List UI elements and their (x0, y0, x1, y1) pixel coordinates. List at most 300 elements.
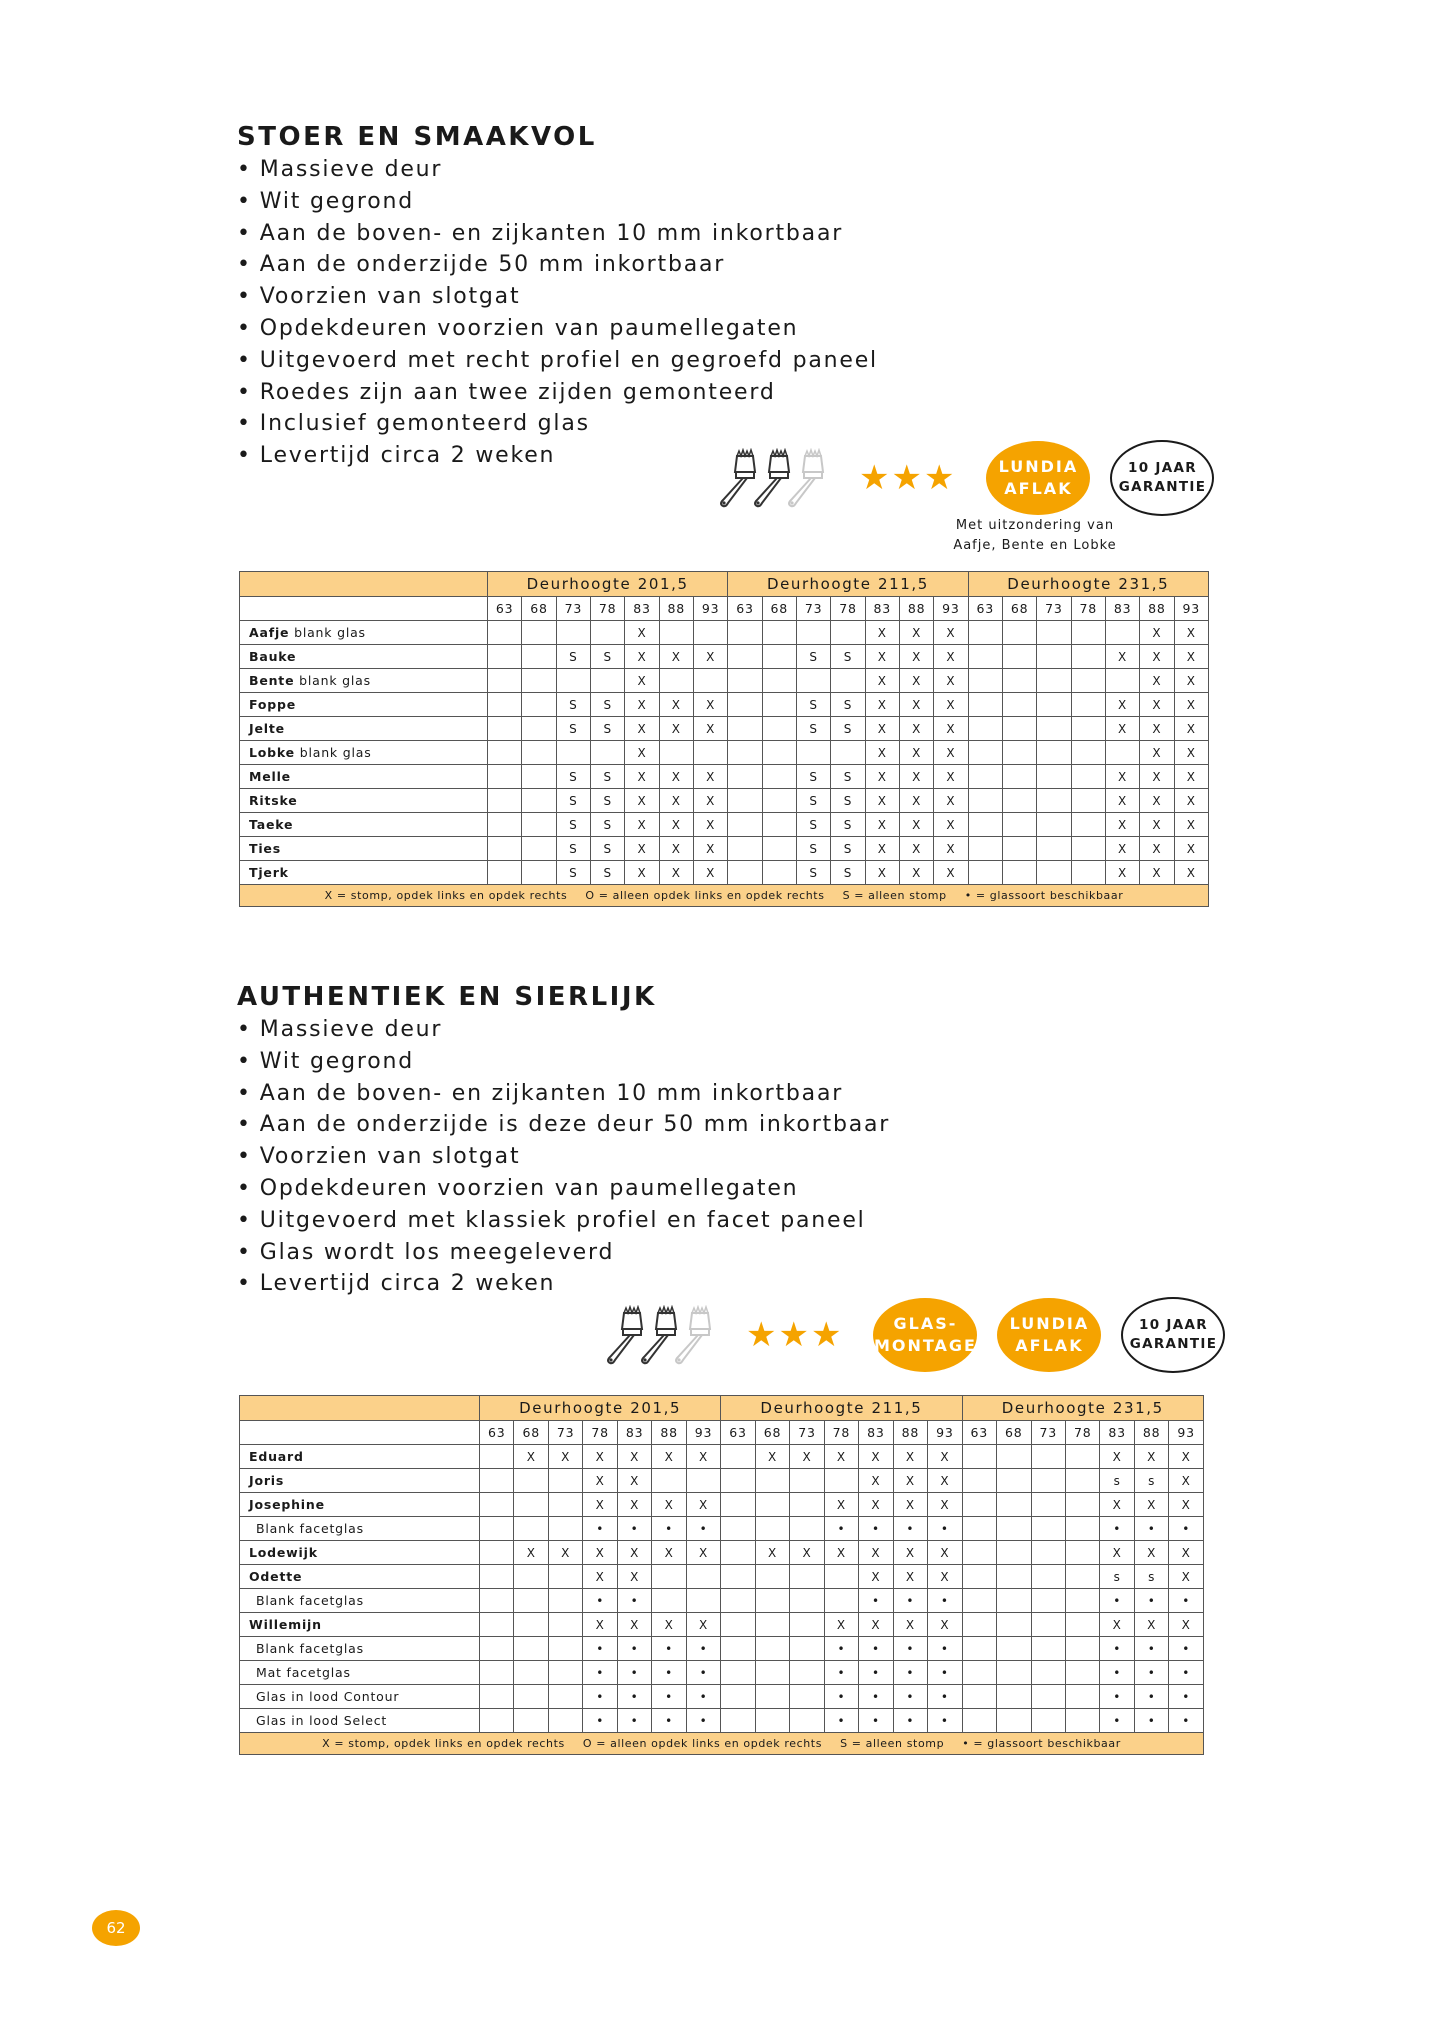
width-size-header: 68 (514, 1421, 548, 1445)
availability-cell: • (1169, 1685, 1204, 1709)
availability-cell: S (796, 837, 830, 861)
availability-cell (1031, 1517, 1065, 1541)
availability-cell (962, 1613, 996, 1637)
door-height-group-header: Deurhoogte 231,5 (962, 1396, 1203, 1421)
availability-cell: X (625, 645, 659, 669)
availability-cell (1002, 789, 1036, 813)
availability-cell (755, 1565, 789, 1589)
availability-cell (1031, 1469, 1065, 1493)
availability-cell (755, 1589, 789, 1613)
table-row (240, 717, 1209, 741)
availability-cell (1065, 1685, 1099, 1709)
legend-item-x: X = stomp, opdek links en opdek rechts (324, 889, 568, 902)
model-label: Aafje (249, 625, 290, 640)
availability-cell (1031, 1685, 1065, 1709)
availability-cell (522, 837, 556, 861)
availability-cell: X (865, 837, 899, 861)
availability-cell: X (1100, 1445, 1134, 1469)
availability-cell (1031, 1493, 1065, 1517)
availability-cell: • (893, 1517, 927, 1541)
availability-cell (480, 1613, 514, 1637)
availability-cell (728, 789, 762, 813)
table-row (240, 813, 1209, 837)
availability-cell: X (859, 1541, 893, 1565)
availability-cell: • (893, 1709, 927, 1733)
width-size-header: 83 (865, 597, 899, 621)
availability-cell: X (693, 861, 727, 885)
availability-cell (721, 1709, 755, 1733)
availability-cell: X (686, 1613, 720, 1637)
availability-cell (721, 1469, 755, 1493)
model-label: Melle (249, 769, 291, 784)
availability-cell: X (934, 789, 968, 813)
availability-cell (962, 1493, 996, 1517)
availability-cell: X (934, 717, 968, 741)
availability-cell: X (1174, 693, 1208, 717)
feature-item: • Wit gegrond (237, 186, 1210, 218)
availability-cell (1031, 1541, 1065, 1565)
availability-cell: • (617, 1517, 651, 1541)
availability-cell (762, 813, 796, 837)
availability-cell (480, 1589, 514, 1613)
availability-cell (522, 741, 556, 765)
star-rating: ★★★ (746, 1315, 844, 1355)
availability-cell: • (652, 1709, 686, 1733)
availability-cell (721, 1589, 755, 1613)
availability-cell (762, 669, 796, 693)
availability-cell (548, 1613, 582, 1637)
availability-cell: X (893, 1613, 927, 1637)
availability-cell: X (1140, 645, 1174, 669)
availability-cell: • (686, 1661, 720, 1685)
guarantee-badge: 10 JAAR GARANTIE (1121, 1297, 1225, 1373)
availability-cell: X (1174, 645, 1208, 669)
model-label: Ritske (249, 793, 298, 808)
availability-cell: X (583, 1541, 617, 1565)
feature-item: • Massieve deur (237, 1014, 1210, 1046)
availability-cell (522, 717, 556, 741)
model-label: Joris (249, 1473, 285, 1488)
availability-cell: • (583, 1661, 617, 1685)
width-size-header: 83 (625, 597, 659, 621)
width-size-header: 88 (659, 597, 693, 621)
availability-cell (548, 1589, 582, 1613)
availability-cell: X (659, 693, 693, 717)
availability-cell: • (686, 1709, 720, 1733)
availability-cell: X (1140, 813, 1174, 837)
availability-cell: • (928, 1661, 962, 1685)
availability-cell (548, 1565, 582, 1589)
availability-cell (1031, 1661, 1065, 1685)
availability-cell: X (625, 765, 659, 789)
star-rating: ★★★ (859, 458, 957, 498)
availability-cell: • (859, 1637, 893, 1661)
availability-cell: • (652, 1637, 686, 1661)
availability-cell (755, 1493, 789, 1517)
availability-cell (1065, 1469, 1099, 1493)
availability-cell: X (548, 1541, 582, 1565)
availability-cell: • (859, 1685, 893, 1709)
door-size-table (239, 1395, 1204, 1755)
availability-cell: • (652, 1661, 686, 1685)
model-label: Josephine (249, 1497, 325, 1512)
availability-cell: X (659, 717, 693, 741)
availability-cell: X (659, 813, 693, 837)
feature-item: • Opdekdeuren voorzien van paumellegaten (237, 1173, 1210, 1205)
availability-cell: S (590, 861, 624, 885)
badge-exception-note: Met uitzondering van Aafje, Bente en Lobke (953, 518, 1117, 553)
availability-cell: • (1134, 1637, 1168, 1661)
model-label: Ties (249, 841, 281, 856)
availability-cell: S (831, 765, 865, 789)
availability-cell: X (899, 813, 933, 837)
availability-cell: • (652, 1685, 686, 1709)
availability-cell (1037, 741, 1071, 765)
availability-cell (968, 669, 1002, 693)
availability-cell: X (1140, 669, 1174, 693)
availability-cell: X (652, 1493, 686, 1517)
availability-cell (790, 1565, 824, 1589)
availability-cell: • (1100, 1637, 1134, 1661)
availability-cell: X (1140, 861, 1174, 885)
availability-cell: X (893, 1469, 927, 1493)
availability-cell (1037, 765, 1071, 789)
door-model-name (240, 789, 488, 813)
availability-cell (590, 669, 624, 693)
width-size-header: 63 (728, 597, 762, 621)
table-row (240, 1445, 1204, 1469)
availability-cell: X (824, 1613, 858, 1637)
width-size-header: 68 (762, 597, 796, 621)
model-label: Bente (249, 673, 295, 688)
door-model-name (240, 1565, 480, 1589)
availability-cell: X (1174, 765, 1208, 789)
availability-cell (652, 1565, 686, 1589)
availability-cell (1031, 1589, 1065, 1613)
availability-cell: X (1174, 621, 1208, 645)
availability-cell: X (899, 717, 933, 741)
availability-cell: X (625, 621, 659, 645)
availability-cell (1065, 1637, 1099, 1661)
availability-cell (548, 1709, 582, 1733)
availability-cell: X (659, 861, 693, 885)
availability-cell: X (659, 645, 693, 669)
availability-cell (824, 1589, 858, 1613)
availability-cell: S (831, 837, 865, 861)
availability-cell: • (617, 1685, 651, 1709)
availability-cell: X (934, 693, 968, 717)
availability-cell (480, 1661, 514, 1685)
availability-cell (997, 1613, 1031, 1637)
availability-cell (522, 621, 556, 645)
availability-cell (728, 813, 762, 837)
availability-cell: • (583, 1709, 617, 1733)
availability-cell (522, 645, 556, 669)
availability-cell (728, 861, 762, 885)
availability-cell: X (1100, 1493, 1134, 1517)
availability-cell: • (617, 1589, 651, 1613)
availability-cell (1002, 765, 1036, 789)
availability-cell: X (899, 765, 933, 789)
availability-cell (997, 1685, 1031, 1709)
availability-cell: s (1100, 1565, 1134, 1589)
availability-cell: X (1105, 789, 1139, 813)
availability-cell (514, 1517, 548, 1541)
availability-cell: X (1140, 741, 1174, 765)
availability-cell (480, 1469, 514, 1493)
availability-cell: S (590, 789, 624, 813)
availability-cell (962, 1541, 996, 1565)
availability-cell (762, 645, 796, 669)
availability-cell: • (1100, 1685, 1134, 1709)
availability-cell: X (865, 765, 899, 789)
availability-cell (488, 789, 522, 813)
availability-cell: X (514, 1541, 548, 1565)
availability-cell: X (617, 1469, 651, 1493)
model-label: Taeke (249, 817, 294, 832)
availability-cell (968, 693, 1002, 717)
width-size-header: 68 (1002, 597, 1036, 621)
door-model-name (240, 861, 488, 885)
page-number: 62 (92, 1910, 140, 1946)
availability-cell: X (659, 837, 693, 861)
feature-item: • Aan de onderzijde 50 mm inkortbaar (237, 249, 1210, 281)
availability-cell: X (1169, 1541, 1204, 1565)
availability-cell (790, 1589, 824, 1613)
availability-cell: X (934, 813, 968, 837)
availability-cell (968, 813, 1002, 837)
table-row (240, 1661, 1204, 1685)
availability-cell: X (755, 1541, 789, 1565)
availability-cell: X (1140, 765, 1174, 789)
availability-cell: X (1105, 645, 1139, 669)
availability-cell (548, 1469, 582, 1493)
availability-cell (962, 1637, 996, 1661)
legend-item-s: S = alleen stomp (840, 1737, 945, 1750)
availability-cell (522, 861, 556, 885)
feature-item: • Roedes zijn aan twee zijden gemonteerd (237, 377, 1210, 409)
availability-cell: S (556, 789, 590, 813)
availability-cell (1037, 669, 1071, 693)
availability-cell (1065, 1661, 1099, 1685)
availability-cell (488, 669, 522, 693)
paint-brush-rating-icon (715, 448, 845, 508)
availability-cell: X (934, 741, 968, 765)
availability-cell (1002, 741, 1036, 765)
availability-cell: X (865, 669, 899, 693)
feature-list (237, 154, 1210, 472)
availability-cell (514, 1709, 548, 1733)
glass-type-name (240, 1517, 480, 1541)
availability-cell: X (625, 813, 659, 837)
availability-cell (721, 1565, 755, 1589)
door-model-name (240, 1469, 480, 1493)
availability-cell (721, 1613, 755, 1637)
availability-cell (548, 1493, 582, 1517)
availability-cell: X (1140, 837, 1174, 861)
width-size-header: 93 (1174, 597, 1208, 621)
width-size-header: 63 (480, 1421, 514, 1445)
availability-cell (721, 1493, 755, 1517)
width-size-header: 73 (790, 1421, 824, 1445)
availability-cell (480, 1565, 514, 1589)
width-size-header: 88 (899, 597, 933, 621)
availability-cell (997, 1541, 1031, 1565)
availability-cell: • (1100, 1589, 1134, 1613)
feature-item: • Inclusief gemonteerd glas (237, 408, 1210, 440)
availability-cell (968, 741, 1002, 765)
availability-cell (1031, 1637, 1065, 1661)
availability-cell (968, 765, 1002, 789)
width-size-header: 78 (824, 1421, 858, 1445)
availability-cell: s (1134, 1469, 1168, 1493)
availability-cell: X (859, 1493, 893, 1517)
glass-type-name (240, 1637, 480, 1661)
availability-cell: X (1174, 789, 1208, 813)
availability-cell: • (686, 1637, 720, 1661)
table-row (240, 1637, 1204, 1661)
availability-cell (514, 1589, 548, 1613)
availability-cell: • (1100, 1709, 1134, 1733)
availability-cell: S (556, 861, 590, 885)
model-label: Foppe (249, 697, 296, 712)
availability-cell (997, 1589, 1031, 1613)
availability-cell (590, 621, 624, 645)
availability-cell: X (899, 741, 933, 765)
availability-cell: • (893, 1661, 927, 1685)
availability-cell: X (617, 1541, 651, 1565)
width-size-header: 73 (796, 597, 830, 621)
availability-cell: X (865, 645, 899, 669)
availability-cell (790, 1469, 824, 1493)
availability-cell (831, 669, 865, 693)
availability-cell: S (831, 717, 865, 741)
availability-cell: X (625, 669, 659, 693)
availability-cell: X (1134, 1541, 1168, 1565)
availability-cell: X (625, 693, 659, 717)
availability-cell (1037, 789, 1071, 813)
availability-cell: • (928, 1589, 962, 1613)
section-title: STOER EN SMAAKVOL (237, 122, 597, 152)
availability-cell (968, 861, 1002, 885)
legend-item-o: O = alleen opdek links en opdek rechts (582, 1737, 823, 1750)
availability-cell (997, 1493, 1031, 1517)
availability-cell: X (934, 645, 968, 669)
corner-cell (240, 572, 488, 597)
availability-cell (488, 837, 522, 861)
availability-cell (488, 693, 522, 717)
availability-cell (1037, 717, 1071, 741)
table-row (240, 1685, 1204, 1709)
availability-cell: X (1105, 765, 1139, 789)
availability-cell (755, 1469, 789, 1493)
availability-cell: X (859, 1565, 893, 1589)
door-height-group-header: Deurhoogte 201,5 (488, 572, 728, 597)
availability-cell (962, 1685, 996, 1709)
availability-cell (755, 1517, 789, 1541)
availability-cell: • (893, 1589, 927, 1613)
availability-cell (755, 1709, 789, 1733)
availability-cell (693, 669, 727, 693)
availability-cell: • (928, 1637, 962, 1661)
brush-faded-icon (789, 450, 823, 506)
availability-cell (997, 1517, 1031, 1541)
availability-cell (514, 1661, 548, 1685)
availability-cell (831, 741, 865, 765)
availability-cell: S (590, 837, 624, 861)
availability-cell: X (1134, 1613, 1168, 1637)
availability-cell (548, 1637, 582, 1661)
glass-type-label: Blank facetglas (256, 1641, 364, 1656)
availability-cell (514, 1565, 548, 1589)
availability-cell: X (893, 1445, 927, 1469)
availability-cell (1037, 645, 1071, 669)
availability-cell (762, 837, 796, 861)
availability-cell: X (1100, 1541, 1134, 1565)
availability-cell (659, 741, 693, 765)
availability-cell: X (1134, 1445, 1168, 1469)
width-size-header: 88 (893, 1421, 927, 1445)
availability-cell: • (928, 1709, 962, 1733)
availability-cell (488, 765, 522, 789)
width-size-header: 73 (556, 597, 590, 621)
availability-cell (1065, 1445, 1099, 1469)
availability-cell (1065, 1517, 1099, 1541)
availability-cell: X (1140, 789, 1174, 813)
availability-cell (962, 1445, 996, 1469)
model-label: Willemijn (249, 1617, 322, 1632)
availability-cell: X (583, 1565, 617, 1589)
availability-cell: • (583, 1517, 617, 1541)
availability-cell (1037, 813, 1071, 837)
availability-cell: X (928, 1541, 962, 1565)
width-size-header: 63 (488, 597, 522, 621)
availability-cell: X (893, 1493, 927, 1517)
availability-cell: X (893, 1565, 927, 1589)
availability-cell (686, 1565, 720, 1589)
availability-cell (728, 717, 762, 741)
availability-cell: S (831, 861, 865, 885)
availability-cell (728, 765, 762, 789)
availability-cell: S (556, 765, 590, 789)
availability-cell: S (796, 645, 830, 669)
section-title: AUTHENTIEK EN SIERLIJK (237, 982, 657, 1012)
table-row (240, 669, 1209, 693)
table-row (240, 837, 1209, 861)
brush-icon (642, 1307, 676, 1363)
availability-cell (762, 717, 796, 741)
availability-cell: • (1169, 1661, 1204, 1685)
brush-icon (608, 1307, 642, 1363)
availability-cell (1065, 1589, 1099, 1613)
width-size-header: 73 (1037, 597, 1071, 621)
availability-cell: X (693, 789, 727, 813)
availability-cell: X (617, 1565, 651, 1589)
door-model-name (240, 837, 488, 861)
availability-cell: • (583, 1637, 617, 1661)
door-model-name (240, 765, 488, 789)
width-size-header: 63 (962, 1421, 996, 1445)
availability-cell (1002, 621, 1036, 645)
availability-cell (480, 1685, 514, 1709)
door-model-name (240, 1445, 480, 1469)
availability-cell (1031, 1565, 1065, 1589)
availability-cell: X (859, 1469, 893, 1493)
feature-item: • Uitgevoerd met klassiek profiel en facet paneel (237, 1205, 1210, 1237)
width-size-header: 83 (1105, 597, 1139, 621)
availability-cell (790, 1493, 824, 1517)
width-size-header: 63 (721, 1421, 755, 1445)
